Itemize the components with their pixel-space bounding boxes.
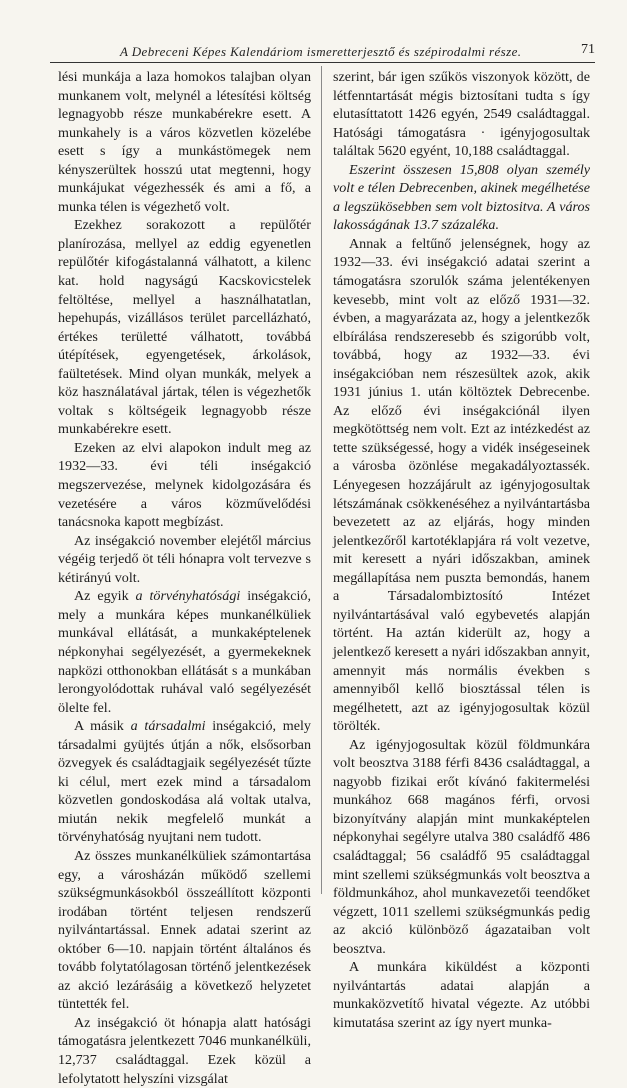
header-rule — [50, 62, 595, 63]
left-column — [58, 68, 311, 1088]
paragraph: Ezekhez sorakozott a repülőtér planírozása, mellyel az eddig egyenetlen repülőtér kifogástalanná válhatott, a kilenc kat. hold nagyságú Kacskovicstelek feltöltése, mellyel a használhatatlan, hepehupás, vizállásos terület parcellázható, értékes területté válhatott, továbbá útépítések, egyengetések, árkolások, faültetések. Mind olyan munkák, melyek a köz használatával jártak, télen is végezhetők voltak s költségeik legnagyobb része munkabérekre esett. — [58, 217, 311, 438]
paragraph: Annak a feltűnő jelenségnek, hogy az 1932—33. évi inségakció adatai szerint a támogatásra szorulók száma jelentékenyen kevesebb, mint volt az előző 1931—32. évben, a magyarázata az, hogy a jelentkezők elbírálása rendszeresebb és szigorúbb volt, továbbá, hogy az 1932—33. évi inségakcióban nem részesültek azok, akik 1931 június 1. után költöztek Debrecenbe. Az előző évi inségakciónál ilyen megkötöttség nem volt. Ezt az intézkedést az tette szükségessé, hogy a vidék inségeseinek a városba özönlése megakadályoztassék. Lényegesen hozzájárult az igényjogosultak létszámának csökkenéséhez a nyilvántartásba bevezetett az az eljárás, hogy minden jelentkezőről kartotéklapjára rá volt vezetve, mit keresett a nyári időszakban, aminek megállapítása nem puszta bemondás, hanem a Társadalombiztosító Intézet nyilvántartásával való egybevetés alapján történt. Ha aztán kiderült az, hogy a jelentkező keresett a nyári időszakban annyit, amennyit más normális években s amennyiből kellő biosztással télen is megélhetett, azt az igényjogosultak közül törölték. — [333, 235, 590, 735]
paragraph-text: inségakció, mely a munkára képes munkanélküliek munkával ellátását, a munkaképtelenek népkonyhai segélyezését, a gyermekeknek napközi otthonokban ellátását s a munkában lerongyolódottak ruhával való segélyezését ölelte fel. — [58, 588, 312, 716]
running-title: A Debreceni Képes Kalendáriom ismeretterjesztő és szépirodalmi része. — [120, 44, 522, 59]
paragraph-text: A másik — [74, 718, 131, 735]
right-column — [333, 68, 590, 1032]
running-header — [50, 42, 595, 62]
paragraph: Ezeken az elvi alapokon indult meg az 1932—33. évi téli inségakció megszervezése, melynek kidolgozására és vezetésére a város közművelődési tanácsnoka kapott megbízást. — [58, 439, 311, 531]
paragraph: Az összes munkanélküliek számontartása egy, a városházán működő szellemi szükségmunkásokból összeállított központi irodában történt teljesen rendszerű nyilvántartással. Ennek adatai szerint az október 6—10. napjain történt általános és tovább folytatólagosan történő jelentkezések az akció lezárásáig a következő helyzetet tüntették fel. — [58, 847, 311, 1013]
paragraph: Az igényjogosultak közül földmunkára volt beosztva 3188 férfi 8436 családtaggal, a nagyobb fizikai erőt kívánó fakitermelési munkához 668 magános férfi, orvosi bizonyítvány alapján mint munkaképtelen népkonyhai segélyre utalva 380 családfő 486 családtaggal; 56 családfő 95 családtaggal mint szellemi szükségmunkás volt beosztva a földmunkához, ahol munkavezetői teendőket végzett, 1011 szellemi szükségmunkás pedig az akció különböző ágazataiban volt beosztva. — [333, 736, 590, 957]
emphasis-paragraph: Eszerint összesen 15,808 olyan személy volt e télen Debrecenben, akinek megélhetése a legszükösebben sem volt biztositva. A város lakosságának 13.7 százaléka. — [333, 161, 590, 234]
paragraph: Az inségakció öt hónapja alatt hatósági támogatásra jelentkezett 7046 munkanélküli, 12,737 családtaggal. Ezek közül a lefolytatott helyszíni vizsgálat — [58, 1014, 311, 1087]
paragraph: A munkára kiküldést a központi nyilvántartás adatai alapján a munkaközvetítő hivatal végezte. Az utóbbi kimutatása szerint az így nyert munka- — [333, 959, 590, 1031]
emphasis-text: a törvényhatósági — [135, 588, 241, 605]
paragraph: lési munkája a laza homokos talajban olyan munkanem volt, melynél a létesítési költség legnagyobb része munkabérekre esett. A munkahely is a város közvetlen közelébe esett s így a munkástömegek nem kényszerültek hosszú utat megtenni, hogy munkájukat végezhessék és ami a fő, a munka télen is végezhető volt. — [58, 69, 311, 215]
page-number: 71 — [581, 42, 595, 57]
paragraph — [58, 587, 311, 717]
paragraph: szerint, bár igen szűkös viszonyok között, de létfenntartását mégis biztosítani tudta s így elutasíttatott 1426 egyén, 2549 családtaggal. Hatósági támogatásra · igényjogosultak találtak 5620 egyént, 10,188 családtaggal. — [333, 69, 590, 160]
column-divider — [321, 66, 322, 894]
paragraph-text: inségakció, mely társadalmi gyüjtés útján a nők, elsősorban özvegyek és családtagjaik segélyezését tűzte ki célul, mert ezek mind a társadalom közvetlen gondoskodása alá voltak utalva, miután nekik megfelelő munkát a törvényhatóság nyujtani nem tudott. — [58, 718, 311, 846]
emphasis-text: a társadalmi — [130, 718, 206, 735]
paragraph: Az inségakció november elejétől március végéig terjedő öt téli hónapra volt tervezve s kétirányú volt. — [58, 532, 311, 586]
paragraph-text: Az egyik — [74, 588, 136, 605]
paragraph — [58, 717, 311, 847]
